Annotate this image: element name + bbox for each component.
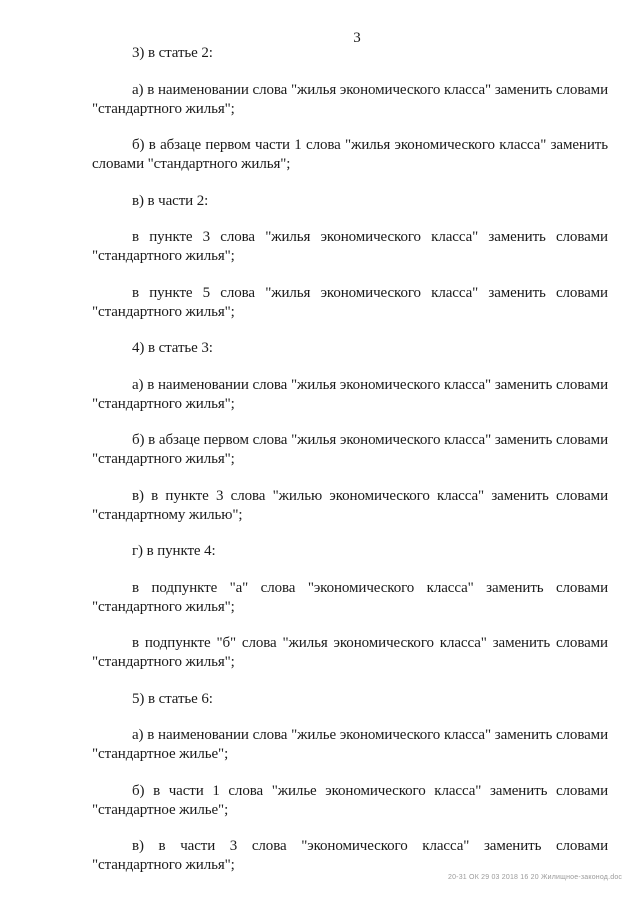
paragraph: в подпункте "б" слова "жилья экономического класса" заменить словами "стандартного жилья"; <box>92 635 608 670</box>
paragraph: а) в наименовании слова "жилье экономического класса" заменить словами "стандартное жилье"; <box>92 727 608 762</box>
paragraph: в) в части 3 слова "экономического класса" заменить словами "стандартного жилья"; <box>92 838 608 873</box>
page-number: 3 <box>353 30 361 46</box>
paragraph: а) в наименовании слова "жилья экономического класса" заменить словами "стандартного жилья"; <box>92 81 608 117</box>
paragraph: в подпункте "а" слова "экономического класса" заменить словами "стандартного жилья"; <box>92 579 608 615</box>
paragraph: в пункте 3 слова "жилья экономического класса" заменить словами "стандартного жилья"; <box>92 229 608 264</box>
paragraph: 5) в статье 6: <box>132 690 213 707</box>
paragraph: а) в наименовании слова "жилья экономического класса" заменить словами "стандартного жилья"; <box>92 376 608 412</box>
paragraph: 4) в статье 3: <box>132 340 213 356</box>
paragraph: г) в пункте 4: <box>132 543 216 559</box>
paragraph: в) в пункте 3 слова "жилью экономического класса" заменить словами "стандартному жилью"; <box>92 487 608 523</box>
paragraph: в пункте 5 слова "жилья экономического класса" заменить словами "стандартного жилья"; <box>92 284 608 320</box>
paragraph: 3) в статье 2: <box>132 45 213 61</box>
file-stamp: 20-31 ОК 29 03 2018 16 20 Жилищное-законод.doc <box>448 874 623 881</box>
paragraph: в) в части 2: <box>132 192 209 209</box>
document-body <box>92 44 608 875</box>
paragraph: б) в абзаце первом слова "жилья экономического класса" заменить словами "стандартного жилья"; <box>92 432 608 467</box>
paragraph: б) в абзаце первом части 1 слова "жилья экономического класса" заменить словами "стандартного жилья"; <box>92 137 608 172</box>
paragraph: б) в части 1 слова "жилье экономического класса" заменить словами "стандартное жилье"; <box>92 782 608 818</box>
